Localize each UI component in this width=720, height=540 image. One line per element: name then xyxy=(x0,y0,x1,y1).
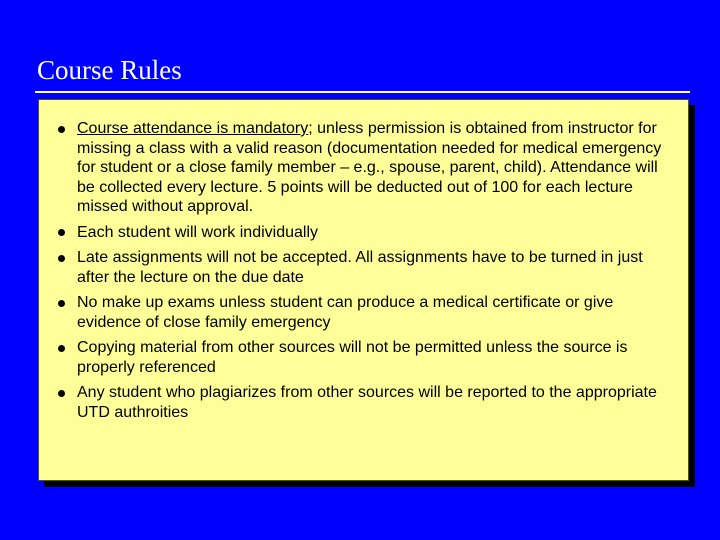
bullet-icon xyxy=(58,390,65,397)
bullet-icon xyxy=(58,126,65,133)
rules-list xyxy=(39,119,688,428)
rule-item-make-up-exams xyxy=(39,293,688,332)
rule-text: Copying material from other sources will not be permitted unless the source is properly referenced xyxy=(77,339,628,376)
rule-lead-text: Course attendance is mandatory xyxy=(77,120,309,137)
rule-text: Each student will work individually xyxy=(77,223,318,241)
rule-text: Late assignments will not be accepted. All assignments have to be turned in just after the lecture on the due date xyxy=(77,249,643,286)
rule-item-individual-work xyxy=(39,223,688,243)
bullet-icon xyxy=(58,345,65,352)
rule-item-late-assignments xyxy=(39,248,688,287)
rule-item-attendance xyxy=(39,119,688,217)
bullet-icon xyxy=(58,229,65,236)
rule-item-copying xyxy=(39,338,688,377)
rules-box xyxy=(38,99,689,481)
rule-text: No make up exams unless student can produce a medical certificate or give evidence of close family emergency xyxy=(77,294,614,331)
title-divider xyxy=(35,91,690,93)
bullet-icon xyxy=(58,300,65,307)
rule-text: ; unless permission is obtained from instructor for missing a class with a valid reason (documentation needed for medical emergency for student or a close family member – e.g., spouse, parent, child). Attendance will be collected every lecture. 5 points will be deducted out of 100 for each lecture missed without approval. xyxy=(77,120,662,215)
bullet-icon xyxy=(58,255,65,262)
rule-item-plagiarism xyxy=(39,383,688,422)
slide-title: Course Rules xyxy=(37,55,182,85)
rule-text: Any student who plagiarizes from other sources will be reported to the appropriate UTD authroities xyxy=(77,384,657,421)
